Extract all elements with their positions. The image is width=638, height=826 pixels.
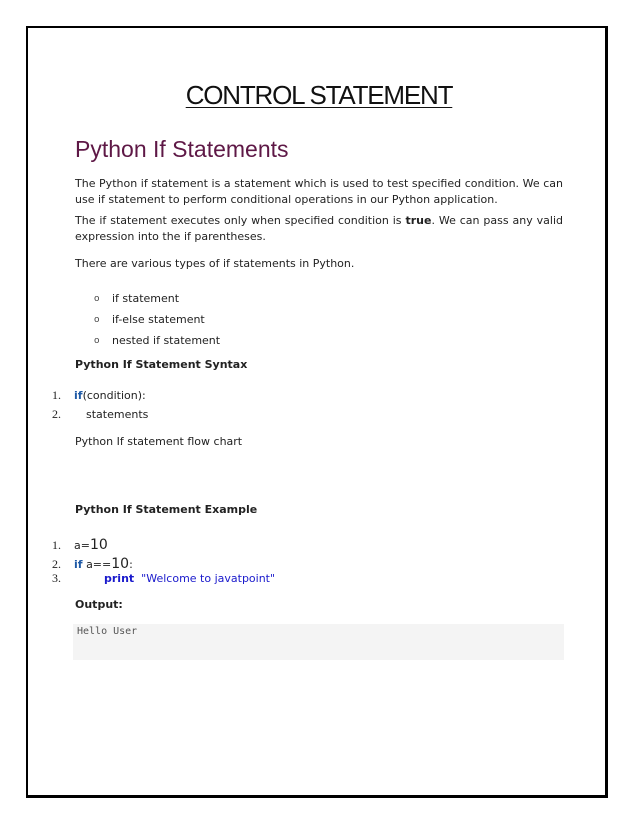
- code-text: a==: [86, 558, 112, 571]
- paragraph-intro: The Python if statement is a statement which is used to test specified condition. We can use if statement to perform conditional operations in our Python application.: [75, 177, 563, 206]
- list-item-text: if statement: [112, 291, 180, 305]
- code-string: "Welcome to javatpoint": [141, 572, 276, 585]
- output-box: [73, 624, 564, 660]
- line-number: 2.: [52, 407, 61, 421]
- list-item-text: nested if statement: [112, 333, 221, 347]
- code-keyword: if: [74, 558, 83, 571]
- bullet-mark: o: [94, 293, 100, 304]
- bullet-mark: o: [94, 335, 100, 346]
- code-text: (condition):: [82, 389, 146, 402]
- output-heading: Output:: [75, 598, 123, 611]
- syntax-heading: Python If Statement Syntax: [75, 358, 248, 371]
- line-number: 1.: [52, 388, 61, 402]
- paragraph-condition-text-1: The if statement executes only when specified condition is: [75, 214, 406, 227]
- flow-chart-label: Python If statement flow chart: [75, 435, 243, 448]
- code-line: [52, 571, 275, 586]
- code-text: :: [129, 558, 133, 571]
- line-number: 1.: [52, 538, 61, 552]
- paragraph-condition-bold: true: [405, 214, 432, 227]
- list-item-text: if-else statement: [112, 312, 205, 326]
- output-text: Hello User: [77, 626, 138, 637]
- line-number: 2.: [52, 557, 61, 571]
- list-item: [94, 330, 220, 351]
- paragraph-condition: [75, 213, 563, 245]
- code-line: [52, 407, 148, 422]
- code-keyword: print: [104, 572, 135, 585]
- paragraph-types: There are various types of if statements in Python.: [75, 257, 355, 270]
- page-title: CONTROL STATEMENT: [185, 80, 453, 110]
- example-heading: Python If Statement Example: [75, 503, 258, 516]
- code-text: statements: [86, 408, 149, 421]
- list-item: [94, 309, 220, 330]
- code-line: [52, 556, 133, 572]
- code-text: a=: [74, 539, 90, 552]
- line-number: 3.: [52, 571, 61, 585]
- code-number: 10: [111, 556, 130, 572]
- paragraph-condition-text-2: . We can pass any valid expression into the if parentheses.: [75, 214, 563, 243]
- section-heading: Python If Statements: [75, 136, 289, 162]
- bullet-mark: o: [94, 314, 100, 325]
- code-line: [52, 388, 146, 403]
- list-item: [94, 288, 220, 309]
- if-types-list: [94, 288, 220, 351]
- code-keyword: if: [74, 389, 83, 402]
- code-line: [52, 537, 108, 553]
- code-number: 10: [89, 537, 108, 553]
